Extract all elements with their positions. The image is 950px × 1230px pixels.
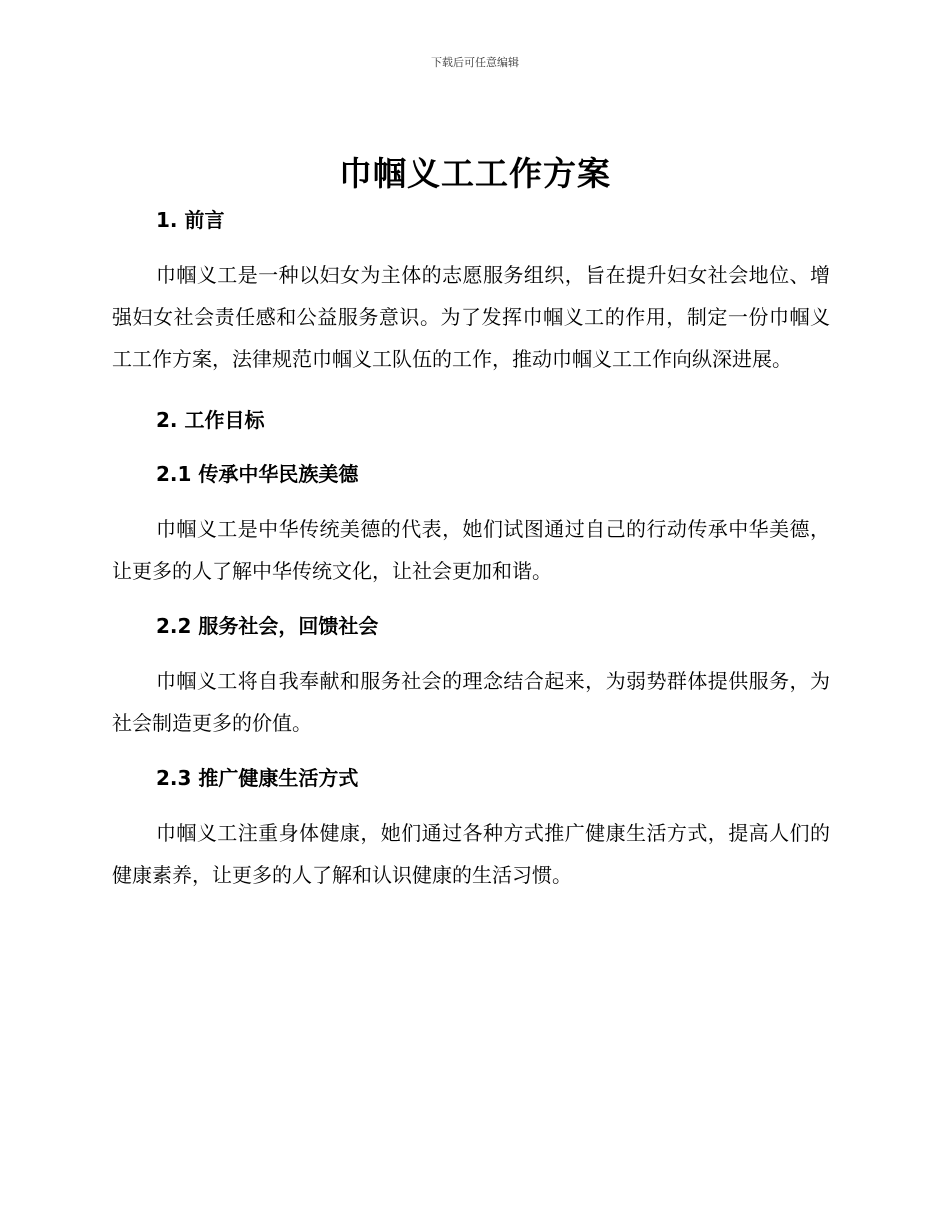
section-heading-2-2: 2.2 服务社会，回馈社会 [156, 614, 379, 638]
document-title: 巾帼义工工作方案 [339, 154, 611, 193]
section-paragraph-2-2: 巾帼义工将自我奉献和服务社会的理念结合起来，为弱势群体提供服务，为社会制造更多的价值。 [112, 669, 830, 735]
section-heading-goals: 2. 工作目标 [156, 408, 265, 432]
section-paragraph-preface: 巾帼义工是一种以妇女为主体的志愿服务组织，旨在提升妇女社会地位、增强妇女社会责任感和公益服务意识。为了发挥巾帼义工的作用，制定一份巾帼义工工作方案，法律规范巾帼义工队伍的工作，推动巾帼义工工作向纵深进展。 [112, 263, 830, 371]
document-body [112, 200, 830, 896]
section-heading-2-3: 2.3 推广健康生活方式 [156, 766, 359, 790]
section-paragraph-2-3: 巾帼义工注重身体健康，她们通过各种方式推广健康生活方式，提高人们的健康素养，让更多的人了解和认识健康的生活习惯。 [112, 821, 830, 887]
section-heading-preface: 1. 前言 [156, 208, 225, 232]
section-heading-2-1: 2.1 传承中华民族美德 [156, 462, 359, 486]
header-note: 下载后可任意编辑 [431, 56, 519, 69]
section-paragraph-2-1: 巾帼义工是中华传统美德的代表，她们试图通过自己的行动传承中华美德，让更多的人了解中华传统文化，让社会更加和谐。 [112, 517, 830, 583]
